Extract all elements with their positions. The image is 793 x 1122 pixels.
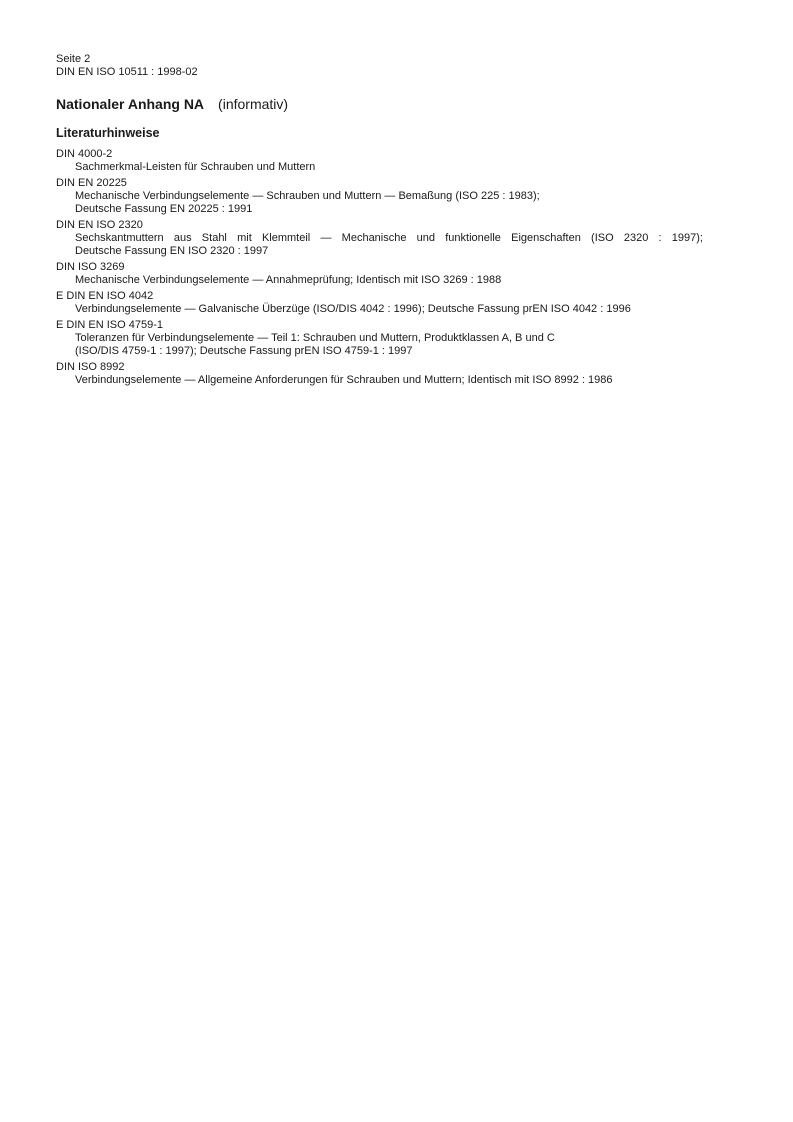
page-number: Seite 2 — [56, 53, 91, 65]
reference-item — [56, 319, 716, 358]
reference-title: Toleranzen für Verbindungselemente — Teil 1: Schrauben und Muttern, Produktklassen A, B und C — [75, 332, 555, 344]
reference-item — [56, 177, 716, 216]
reference-title: (ISO/DIS 4759-1 : 1997); Deutsche Fassung prEN ISO 4759-1 : 1997 — [75, 345, 413, 357]
annex-note: (informativ) — [218, 96, 289, 112]
annex-title: Nationaler Anhang NA — [56, 96, 205, 112]
reference-title: Mechanische Verbindungselemente — Schrauben und Muttern — Bemaßung (ISO 225 : 1983); — [75, 190, 540, 202]
document-page — [56, 53, 716, 390]
reference-title: Verbindungselemente — Galvanische Überzüge (ISO/DIS 4042 : 1996); Deutsche Fassung prEN ISO 4042 : 1996 — [75, 303, 631, 315]
reference-item — [56, 261, 716, 287]
reference-title: Sachmerkmal-Leisten für Schrauben und Muttern — [75, 161, 316, 173]
reference-code: E DIN EN ISO 4759-1 — [56, 319, 163, 331]
reference-code: DIN ISO 3269 — [56, 261, 125, 273]
reference-item — [56, 361, 716, 387]
reference-title: Verbindungselemente — Allgemeine Anforderungen für Schrauben und Muttern; Identisch mit ISO 8992 : 1986 — [75, 374, 613, 386]
reference-title: Sechskantmuttern aus Stahl mit Klemmteil — Mechanische und funktionelle Eigenschaften (ISO 2320 : 1997); — [75, 232, 703, 244]
reference-code: DIN 4000-2 — [56, 148, 113, 160]
reference-code: E DIN EN ISO 4042 — [56, 290, 154, 302]
standard-designation: DIN EN ISO 10511 : 1998-02 — [56, 66, 198, 78]
section-title: Literaturhinweise — [56, 126, 160, 140]
reference-code: DIN EN ISO 2320 — [56, 219, 143, 231]
reference-list — [56, 148, 716, 387]
reference-item — [56, 290, 716, 316]
reference-code: DIN EN 20225 — [56, 177, 127, 189]
reference-item — [56, 219, 716, 258]
reference-title: Deutsche Fassung EN 20225 : 1991 — [75, 203, 253, 215]
reference-title: Deutsche Fassung EN ISO 2320 : 1997 — [75, 245, 269, 257]
reference-item — [56, 148, 716, 174]
reference-code: DIN ISO 8992 — [56, 361, 125, 373]
reference-title: Mechanische Verbindungselemente — Annahmeprüfung; Identisch mit ISO 3269 : 1988 — [75, 274, 502, 286]
annex-heading — [56, 96, 716, 113]
